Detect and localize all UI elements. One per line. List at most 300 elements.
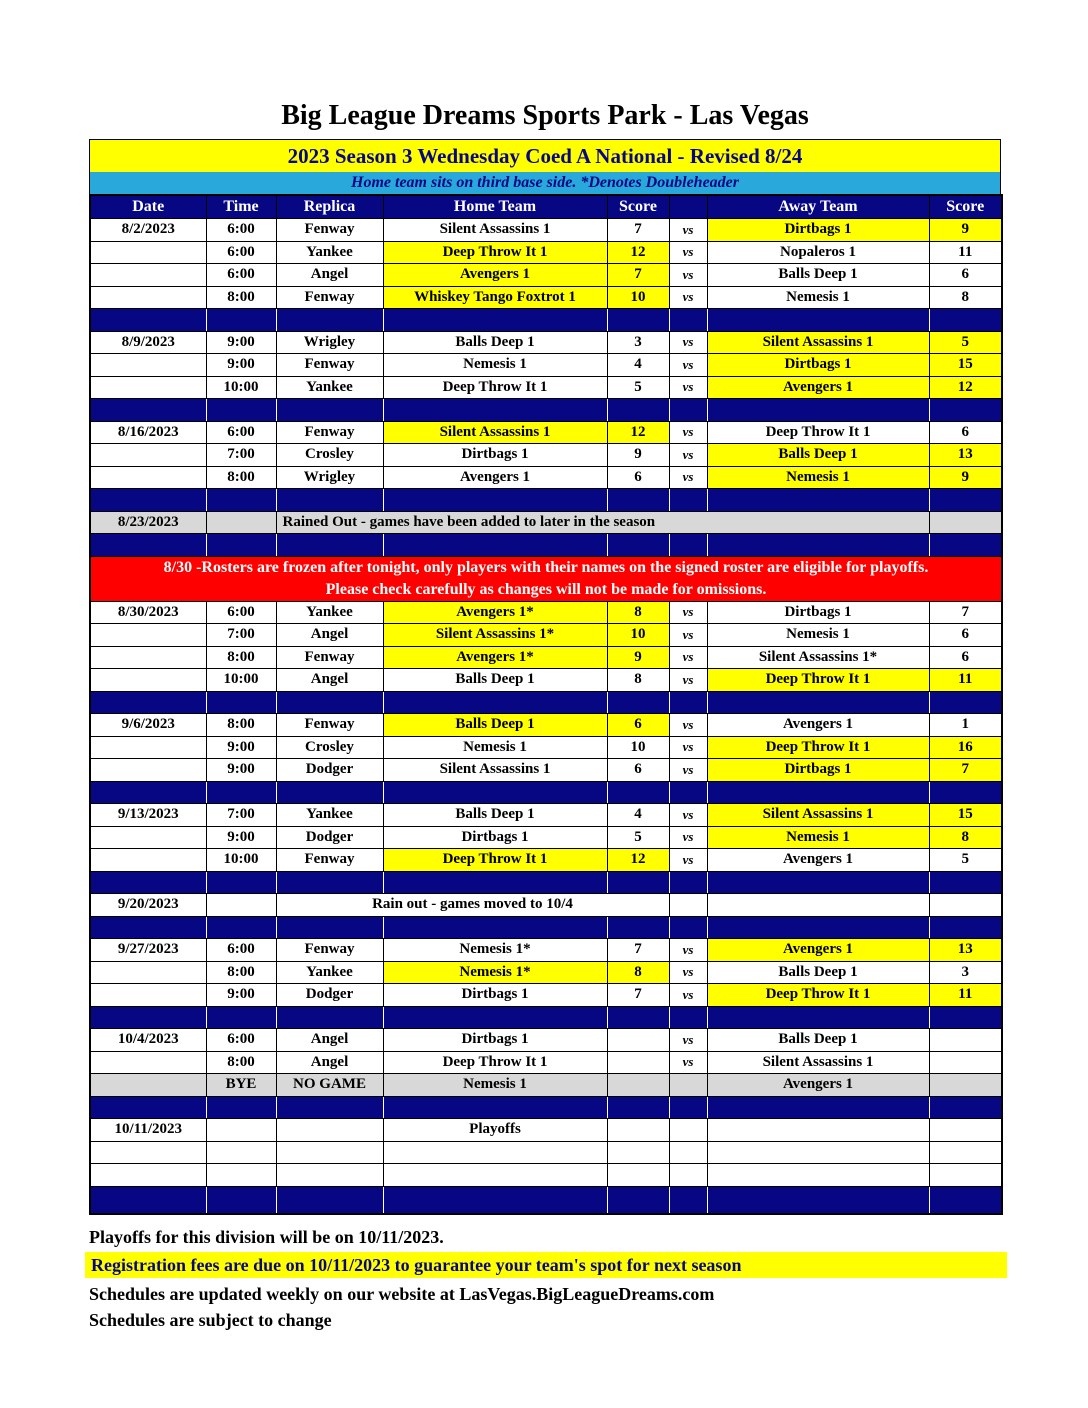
separator-cell bbox=[607, 534, 669, 557]
footer-playoffs-note: Playoffs for this division will be on 10/11/2023. bbox=[89, 1226, 444, 1247]
replica-cell bbox=[276, 1119, 383, 1142]
separator-cell bbox=[206, 781, 276, 804]
game-row bbox=[90, 421, 1002, 444]
away-score-cell bbox=[929, 1119, 1002, 1142]
game-row bbox=[90, 849, 1002, 872]
time-cell: 9:00 bbox=[206, 736, 276, 759]
away-team-cell: Avengers 1 bbox=[707, 849, 929, 872]
separator-cell bbox=[929, 399, 1002, 422]
away-score-cell: 11 bbox=[929, 669, 1002, 692]
vs-cell: vs bbox=[669, 804, 707, 827]
home-score-cell: 7 bbox=[607, 939, 669, 962]
header-replica: Replica bbox=[276, 195, 383, 219]
away-score-cell: 9 bbox=[929, 219, 1002, 242]
home-team-cell: Avengers 1* bbox=[383, 646, 607, 669]
empty-row bbox=[90, 1141, 1002, 1164]
separator-cell bbox=[383, 309, 607, 332]
game-row bbox=[90, 961, 1002, 984]
away-team-cell: Nemesis 1 bbox=[707, 826, 929, 849]
home-team-cell: Nemesis 1 bbox=[383, 354, 607, 377]
vs-cell bbox=[669, 1074, 707, 1097]
home-score-cell: 3 bbox=[607, 331, 669, 354]
game-row bbox=[90, 826, 1002, 849]
date-cell bbox=[90, 241, 206, 264]
time-cell: 10:00 bbox=[206, 669, 276, 692]
header-time: Time bbox=[206, 195, 276, 219]
separator-cell bbox=[669, 871, 707, 894]
separator-cell bbox=[276, 1096, 383, 1119]
separator-cell bbox=[276, 916, 383, 939]
away-score-cell: 5 bbox=[929, 331, 1002, 354]
info-banner: Home team sits on third base side. *Denotes Doubleheader bbox=[89, 172, 1001, 194]
empty-cell bbox=[90, 1141, 206, 1164]
rainout-notice-row bbox=[90, 894, 1002, 917]
home-team-cell: Silent Assassins 1 bbox=[383, 759, 607, 782]
time-cell: 9:00 bbox=[206, 331, 276, 354]
game-row bbox=[90, 1029, 1002, 1052]
vs-cell: vs bbox=[669, 984, 707, 1007]
replica-cell: Angel bbox=[276, 1051, 383, 1074]
vs-cell: vs bbox=[669, 1029, 707, 1052]
home-score-cell bbox=[607, 1051, 669, 1074]
home-score-cell: 5 bbox=[607, 376, 669, 399]
away-team-cell: Avengers 1 bbox=[707, 714, 929, 737]
vs-cell: vs bbox=[669, 714, 707, 737]
home-score-cell: 8 bbox=[607, 961, 669, 984]
vs-cell: vs bbox=[669, 354, 707, 377]
schedule-table bbox=[89, 194, 1003, 1215]
replica-cell: Wrigley bbox=[276, 331, 383, 354]
away-score-cell bbox=[929, 1074, 1002, 1097]
away-team-cell: Silent Assassins 1 bbox=[707, 804, 929, 827]
separator-row bbox=[90, 916, 1002, 939]
vs-cell: vs bbox=[669, 826, 707, 849]
away-score-cell: 13 bbox=[929, 444, 1002, 467]
separator-cell bbox=[707, 534, 929, 557]
home-score-cell: 7 bbox=[607, 984, 669, 1007]
home-score-cell: 6 bbox=[607, 759, 669, 782]
separator-cell bbox=[90, 781, 206, 804]
empty-cell bbox=[206, 1164, 276, 1187]
home-score-cell: 12 bbox=[607, 421, 669, 444]
footer-subject-note: Schedules are subject to change bbox=[89, 1309, 332, 1330]
replica-cell: Yankee bbox=[276, 601, 383, 624]
separator-row bbox=[90, 1096, 1002, 1119]
vs-cell: vs bbox=[669, 759, 707, 782]
date-cell bbox=[90, 961, 206, 984]
replica-cell: Fenway bbox=[276, 646, 383, 669]
separator-cell bbox=[90, 1186, 206, 1214]
separator-cell bbox=[90, 871, 206, 894]
vs-cell: vs bbox=[669, 376, 707, 399]
time-cell: 10:00 bbox=[206, 376, 276, 399]
home-score-cell: 10 bbox=[607, 624, 669, 647]
home-score-cell: 7 bbox=[607, 219, 669, 242]
game-row bbox=[90, 804, 1002, 827]
vs-cell: vs bbox=[669, 601, 707, 624]
home-team-cell: Deep Throw It 1 bbox=[383, 376, 607, 399]
home-score-cell: 7 bbox=[607, 264, 669, 287]
separator-cell bbox=[669, 489, 707, 512]
home-score-cell: 8 bbox=[607, 601, 669, 624]
home-team-cell: Deep Throw It 1 bbox=[383, 1051, 607, 1074]
away-score-cell: 3 bbox=[929, 961, 1002, 984]
date-cell: 8/30/2023 bbox=[90, 601, 206, 624]
separator-cell bbox=[383, 399, 607, 422]
separator-cell bbox=[206, 1006, 276, 1029]
home-score-cell: 4 bbox=[607, 804, 669, 827]
home-score-cell: 10 bbox=[607, 736, 669, 759]
replica-cell: Fenway bbox=[276, 714, 383, 737]
separator-cell bbox=[276, 1006, 383, 1029]
away-score-cell: 9 bbox=[929, 466, 1002, 489]
away-score-cell: 5 bbox=[929, 849, 1002, 872]
separator-cell bbox=[206, 309, 276, 332]
vs-cell bbox=[669, 894, 707, 917]
game-row bbox=[90, 286, 1002, 309]
separator-cell bbox=[383, 1186, 607, 1214]
game-row bbox=[90, 939, 1002, 962]
game-row bbox=[90, 601, 1002, 624]
away-team-cell: Avengers 1 bbox=[707, 939, 929, 962]
home-score-cell bbox=[607, 1074, 669, 1097]
separator-cell bbox=[276, 489, 383, 512]
time-cell: 9:00 bbox=[206, 759, 276, 782]
time-cell: 8:00 bbox=[206, 466, 276, 489]
replica-cell: Yankee bbox=[276, 376, 383, 399]
replica-cell: Angel bbox=[276, 669, 383, 692]
date-cell bbox=[90, 759, 206, 782]
separator-cell bbox=[707, 691, 929, 714]
separator-cell bbox=[276, 534, 383, 557]
home-team-cell: Dirtbags 1 bbox=[383, 984, 607, 1007]
vs-cell: vs bbox=[669, 264, 707, 287]
notice-text-cell: Rained Out - games have been added to later in the season bbox=[276, 511, 929, 534]
home-score-cell: 6 bbox=[607, 714, 669, 737]
separator-cell bbox=[383, 781, 607, 804]
separator-cell bbox=[276, 1186, 383, 1214]
date-cell: 8/2/2023 bbox=[90, 219, 206, 242]
home-team-cell: Dirtbags 1 bbox=[383, 826, 607, 849]
game-row bbox=[90, 466, 1002, 489]
page-title: Big League Dreams Sports Park - Las Vegas bbox=[281, 100, 809, 131]
separator-cell bbox=[206, 916, 276, 939]
separator-cell bbox=[276, 781, 383, 804]
date-cell: 8/23/2023 bbox=[90, 511, 206, 534]
rainout-notice-row bbox=[90, 511, 1002, 534]
separator-cell bbox=[707, 399, 929, 422]
roster-freeze-banner-row bbox=[90, 556, 1002, 601]
vs-cell: vs bbox=[669, 1051, 707, 1074]
home-team-cell: Nemesis 1 bbox=[383, 1074, 607, 1097]
home-score-cell: 6 bbox=[607, 466, 669, 489]
separator-cell bbox=[607, 1096, 669, 1119]
away-team-cell: Dirtbags 1 bbox=[707, 219, 929, 242]
vs-cell: vs bbox=[669, 939, 707, 962]
empty-cell bbox=[383, 1164, 607, 1187]
home-team-cell: Playoffs bbox=[383, 1119, 607, 1142]
separator-row bbox=[90, 399, 1002, 422]
away-team-cell: Balls Deep 1 bbox=[707, 264, 929, 287]
time-cell: 8:00 bbox=[206, 286, 276, 309]
separator-cell bbox=[929, 1006, 1002, 1029]
replica-cell: Dodger bbox=[276, 826, 383, 849]
separator-cell bbox=[929, 1096, 1002, 1119]
separator-cell bbox=[206, 489, 276, 512]
playoffs-row bbox=[90, 1119, 1002, 1142]
away-team-cell: Deep Throw It 1 bbox=[707, 421, 929, 444]
game-row bbox=[90, 759, 1002, 782]
game-row bbox=[90, 984, 1002, 1007]
separator-cell bbox=[707, 781, 929, 804]
separator-cell bbox=[707, 489, 929, 512]
home-score-cell: 9 bbox=[607, 444, 669, 467]
separator-cell bbox=[383, 534, 607, 557]
game-row bbox=[90, 354, 1002, 377]
home-team-cell: Avengers 1* bbox=[383, 601, 607, 624]
separator-cell bbox=[383, 1006, 607, 1029]
vs-cell bbox=[669, 1119, 707, 1142]
separator-cell bbox=[206, 871, 276, 894]
empty-cell bbox=[669, 1164, 707, 1187]
replica-cell: Yankee bbox=[276, 804, 383, 827]
separator-cell bbox=[276, 871, 383, 894]
away-score-cell: 7 bbox=[929, 601, 1002, 624]
home-team-cell: Balls Deep 1 bbox=[383, 714, 607, 737]
home-team-cell: Balls Deep 1 bbox=[383, 804, 607, 827]
home-team-cell: Dirtbags 1 bbox=[383, 1029, 607, 1052]
date-cell bbox=[90, 264, 206, 287]
time-cell: 9:00 bbox=[206, 826, 276, 849]
replica-cell: Angel bbox=[276, 1029, 383, 1052]
vs-cell: vs bbox=[669, 646, 707, 669]
separator-cell bbox=[90, 1096, 206, 1119]
separator-cell bbox=[929, 691, 1002, 714]
separator-cell bbox=[90, 489, 206, 512]
away-score-cell: 1 bbox=[929, 714, 1002, 737]
separator-cell bbox=[707, 871, 929, 894]
separator-cell bbox=[383, 489, 607, 512]
empty-cell bbox=[929, 1141, 1002, 1164]
vs-cell: vs bbox=[669, 286, 707, 309]
game-row bbox=[90, 241, 1002, 264]
empty-cell bbox=[276, 1164, 383, 1187]
date-cell bbox=[90, 624, 206, 647]
time-cell bbox=[206, 511, 276, 534]
footer bbox=[89, 1224, 1001, 1333]
home-score-cell: 10 bbox=[607, 286, 669, 309]
home-score-cell: 5 bbox=[607, 826, 669, 849]
separator-cell bbox=[929, 534, 1002, 557]
separator-row bbox=[90, 309, 1002, 332]
home-team-cell: Whiskey Tango Foxtrot 1 bbox=[383, 286, 607, 309]
replica-cell: Dodger bbox=[276, 984, 383, 1007]
separator-row bbox=[90, 1186, 1002, 1214]
time-cell: 6:00 bbox=[206, 241, 276, 264]
notice-text-cell: Rain out - games moved to 10/4 bbox=[276, 894, 669, 917]
empty-cell bbox=[607, 1141, 669, 1164]
separator-cell bbox=[929, 1186, 1002, 1214]
separator-cell bbox=[707, 916, 929, 939]
header-vs bbox=[669, 195, 707, 219]
time-cell: 8:00 bbox=[206, 961, 276, 984]
empty-cell bbox=[607, 1164, 669, 1187]
away-team-cell: Nemesis 1 bbox=[707, 624, 929, 647]
separator-cell bbox=[929, 871, 1002, 894]
separator-row bbox=[90, 534, 1002, 557]
separator-cell bbox=[90, 1006, 206, 1029]
separator-cell bbox=[206, 691, 276, 714]
date-cell bbox=[90, 286, 206, 309]
date-cell: 10/4/2023 bbox=[90, 1029, 206, 1052]
game-row bbox=[90, 646, 1002, 669]
separator-cell bbox=[206, 534, 276, 557]
separator-cell bbox=[669, 534, 707, 557]
separator-cell bbox=[90, 534, 206, 557]
empty-cell bbox=[90, 1164, 206, 1187]
replica-cell: Yankee bbox=[276, 241, 383, 264]
home-score-cell: 4 bbox=[607, 354, 669, 377]
away-team-cell: Dirtbags 1 bbox=[707, 601, 929, 624]
replica-cell: Fenway bbox=[276, 354, 383, 377]
time-cell: 9:00 bbox=[206, 984, 276, 1007]
separator-cell bbox=[383, 1096, 607, 1119]
vs-cell: vs bbox=[669, 444, 707, 467]
separator-cell bbox=[929, 309, 1002, 332]
separator-cell bbox=[929, 489, 1002, 512]
home-team-cell: Balls Deep 1 bbox=[383, 669, 607, 692]
separator-cell bbox=[276, 399, 383, 422]
home-team-cell: Silent Assassins 1* bbox=[383, 624, 607, 647]
game-row bbox=[90, 669, 1002, 692]
away-team-cell: Silent Assassins 1 bbox=[707, 1051, 929, 1074]
date-cell bbox=[90, 984, 206, 1007]
date-cell bbox=[90, 1074, 206, 1097]
date-cell: 9/27/2023 bbox=[90, 939, 206, 962]
time-cell: 6:00 bbox=[206, 264, 276, 287]
time-cell: BYE bbox=[206, 1074, 276, 1097]
separator-cell bbox=[607, 1006, 669, 1029]
away-team-cell: Deep Throw It 1 bbox=[707, 736, 929, 759]
away-team-cell bbox=[707, 1119, 929, 1142]
empty-cell bbox=[206, 1141, 276, 1164]
game-row bbox=[90, 624, 1002, 647]
away-score-cell: 6 bbox=[929, 646, 1002, 669]
separator-cell bbox=[669, 781, 707, 804]
home-score-cell: 12 bbox=[607, 849, 669, 872]
separator-cell bbox=[929, 916, 1002, 939]
home-team-cell: Dirtbags 1 bbox=[383, 444, 607, 467]
away-team-cell: Silent Assassins 1* bbox=[707, 646, 929, 669]
vs-cell: vs bbox=[669, 736, 707, 759]
header-home-team: Home Team bbox=[383, 195, 607, 219]
away-score-cell: 15 bbox=[929, 804, 1002, 827]
replica-cell: Crosley bbox=[276, 444, 383, 467]
date-cell bbox=[90, 736, 206, 759]
roster-freeze-text-cell bbox=[90, 556, 1002, 601]
away-score-cell: 6 bbox=[929, 264, 1002, 287]
away-team-cell: Avengers 1 bbox=[707, 1074, 929, 1097]
vs-cell: vs bbox=[669, 849, 707, 872]
footer-website-note: Schedules are updated weekly on our website at LasVegas.BigLeagueDreams.com bbox=[89, 1283, 715, 1304]
time-cell: 6:00 bbox=[206, 421, 276, 444]
time-cell: 6:00 bbox=[206, 1029, 276, 1052]
date-cell: 9/6/2023 bbox=[90, 714, 206, 737]
vs-cell: vs bbox=[669, 669, 707, 692]
separator-cell bbox=[669, 399, 707, 422]
home-score-cell: 9 bbox=[607, 646, 669, 669]
footer-registration-note: Registration fees are due on 10/11/2023 to guarantee your team's spot for next season bbox=[85, 1252, 1007, 1278]
empty-cell bbox=[707, 1141, 929, 1164]
away-team-cell: Deep Throw It 1 bbox=[707, 669, 929, 692]
time-cell: 7:00 bbox=[206, 444, 276, 467]
home-score-cell bbox=[607, 1119, 669, 1142]
away-score-cell: 8 bbox=[929, 286, 1002, 309]
separator-cell bbox=[206, 1096, 276, 1119]
date-cell bbox=[90, 466, 206, 489]
replica-cell: Wrigley bbox=[276, 466, 383, 489]
date-cell: 10/11/2023 bbox=[90, 1119, 206, 1142]
separator-cell bbox=[383, 916, 607, 939]
season-banner: 2023 Season 3 Wednesday Coed A National - Revised 8/24 bbox=[89, 139, 1001, 172]
home-team-cell: Nemesis 1* bbox=[383, 939, 607, 962]
date-cell: 9/13/2023 bbox=[90, 804, 206, 827]
empty-row bbox=[90, 1164, 1002, 1187]
away-score-cell: 13 bbox=[929, 939, 1002, 962]
home-team-cell: Silent Assassins 1 bbox=[383, 219, 607, 242]
replica-cell: Fenway bbox=[276, 286, 383, 309]
separator-row bbox=[90, 871, 1002, 894]
date-cell bbox=[90, 1051, 206, 1074]
separator-cell bbox=[607, 781, 669, 804]
vs-cell: vs bbox=[669, 466, 707, 489]
game-row bbox=[90, 331, 1002, 354]
separator-cell bbox=[383, 871, 607, 894]
away-team-cell: Deep Throw It 1 bbox=[707, 984, 929, 1007]
separator-cell bbox=[276, 309, 383, 332]
vs-cell: vs bbox=[669, 961, 707, 984]
separator-cell bbox=[90, 916, 206, 939]
away-score-cell: 8 bbox=[929, 826, 1002, 849]
separator-row bbox=[90, 1006, 1002, 1029]
date-cell: 8/16/2023 bbox=[90, 421, 206, 444]
away-score-cell: 16 bbox=[929, 736, 1002, 759]
away-team-cell bbox=[707, 894, 929, 917]
date-cell bbox=[90, 826, 206, 849]
time-cell bbox=[206, 1119, 276, 1142]
separator-cell bbox=[607, 309, 669, 332]
time-cell: 6:00 bbox=[206, 939, 276, 962]
home-team-cell: Balls Deep 1 bbox=[383, 331, 607, 354]
date-cell bbox=[90, 669, 206, 692]
empty-cell bbox=[276, 1141, 383, 1164]
away-team-cell: Balls Deep 1 bbox=[707, 444, 929, 467]
home-team-cell: Deep Throw It 1 bbox=[383, 241, 607, 264]
game-row bbox=[90, 219, 1002, 242]
separator-cell bbox=[669, 1096, 707, 1119]
separator-cell bbox=[707, 1096, 929, 1119]
separator-cell bbox=[607, 916, 669, 939]
roster-freeze-line2: Please check carefully as changes will not be made for omissions. bbox=[325, 580, 767, 598]
separator-cell bbox=[707, 309, 929, 332]
vs-cell: vs bbox=[669, 421, 707, 444]
home-team-cell: Avengers 1 bbox=[383, 466, 607, 489]
away-team-cell: Dirtbags 1 bbox=[707, 759, 929, 782]
separator-cell bbox=[607, 399, 669, 422]
replica-cell: Crosley bbox=[276, 736, 383, 759]
home-team-cell: Silent Assassins 1 bbox=[383, 421, 607, 444]
away-score-cell: 11 bbox=[929, 984, 1002, 1007]
